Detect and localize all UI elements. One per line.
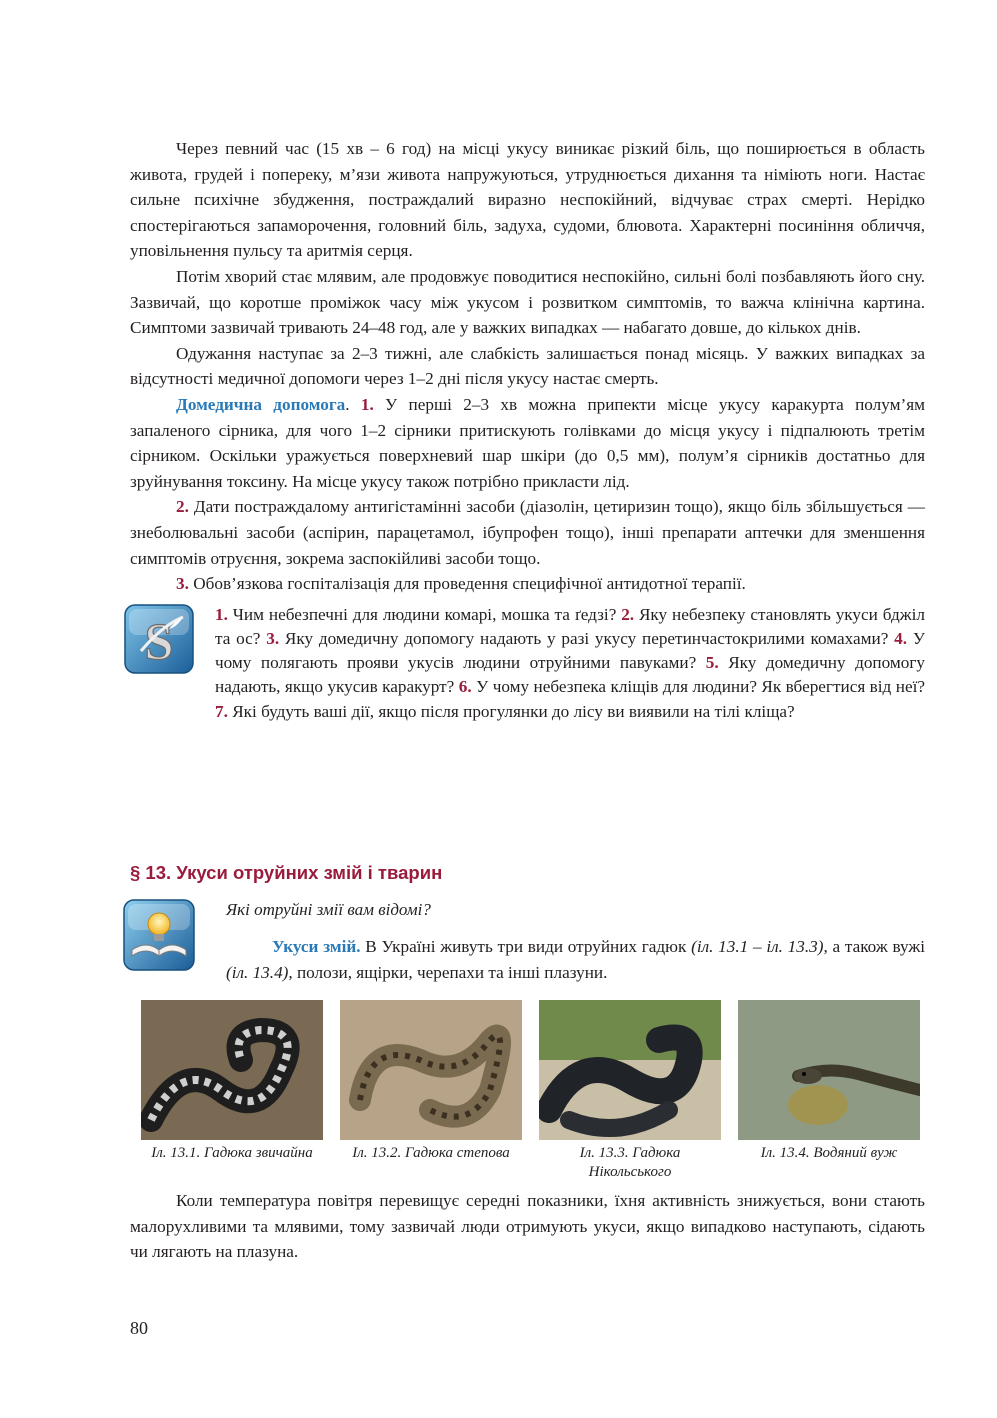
figure-row [141, 1000, 925, 1185]
section-s-icon [123, 603, 195, 675]
first-aid-step-1-text: У перші 2–3 хв можна припекти місце укусу каракурта полум’ям запаленого сірника, для чого 1–2 сірники притискують голівками до місця укусу і підпалюють третім сірником. Оскільки уражується поверхневий шар шкіри (до 0,5 мм), полум’я сірників достатньо для зруйнування токсину. На місце укусу також потрібно прикласти лід. [130, 394, 925, 491]
svg-text:S: S [144, 613, 174, 671]
question-1-num: 1. [215, 604, 228, 624]
intro-heading: Укуси змій. [272, 937, 361, 956]
lightbulb-book-icon [122, 898, 196, 972]
question-7-num: 7. [215, 701, 228, 721]
question-6-num: 6. [458, 677, 472, 697]
intro-text-a: В Україні живуть три види отруйних гадюк [360, 937, 692, 956]
question-1-text: Чим небезпечні для людини комарі, мошка та ґедзі? [227, 604, 622, 624]
paragraph-first-aid [130, 392, 925, 494]
after-figures-text-block [130, 1188, 925, 1265]
first-aid-step-2-text: Дати постраждалому антигістамінні засоби (діазолін, цетиризин тощо), якщо біль збільшується — знеболювальні засоби (аспірин, парацетамол, ібупрофен тощо), інші препарати аптечки для зменшення симптомів отруєння, зокрема заспокійливі засоби тощо. [130, 497, 925, 568]
caption-13-1: Іл. 13.1. Гадюка звичайна [151, 1145, 313, 1161]
question-4-num: 4. [894, 628, 908, 648]
section-title: § 13. Укуси отруйних змій і тварин [130, 862, 443, 883]
question-3-num: 3. [266, 628, 280, 648]
question-6-text: У чому небезпека кліщів для людини? Як вберегтися від неї? [471, 677, 925, 697]
first-aid-step-3-num: 3. [176, 574, 189, 594]
question-2-text: Яку небезпеку становлять укуси бджіл та ос? [215, 604, 925, 648]
figure-steppe-viper [340, 1000, 522, 1163]
paragraph-first-aid-3 [130, 571, 925, 597]
paragraph-first-aid-2 [130, 494, 925, 571]
figure-common-adder [141, 1000, 323, 1163]
intro-paragraph [226, 934, 925, 985]
page-number: 80 [130, 1318, 148, 1338]
review-questions [130, 603, 925, 724]
intro-ref-1: (іл. 13.1 – іл. 13.3) [691, 937, 824, 956]
intro-question: Які отруйні змії вам відомі? [226, 900, 431, 919]
photo-nikolsky-viper [539, 1000, 721, 1140]
caption-13-2: Іл. 13.2. Гадюка степова [352, 1145, 510, 1161]
intro-text-c: , полози, ящірки, черепахи та інші плазуни. [288, 962, 608, 982]
caption-13-4: Іл. 13.4. Водяний вуж [760, 1145, 898, 1161]
figure-nikolsky-viper [539, 1000, 721, 1182]
figure-water-snake [738, 1000, 920, 1163]
paragraph-snake-activity: Коли температура повітря перевищує середні показники, їхня активність знижується, вони стають малорухливими та млявими, тому зазвичай люди отримують укуси, якщо випадково наступають, сідають чи лягають на плазуна. [130, 1191, 925, 1262]
page-body [130, 136, 925, 724]
first-aid-step-1-num: 1. [360, 394, 374, 414]
first-aid-step-3-text: Обов’язкова госпіталізація для проведення специфічної антидотної терапії. [188, 574, 746, 594]
photo-steppe-viper [340, 1000, 522, 1140]
first-aid-heading: Домедична допомога [176, 394, 346, 414]
paragraph-symptoms: Через певний час (15 хв – 6 год) на місці укусу виникає різкий біль, що поширюється в область живота, грудей і попереку, м’язи живота напружуються, утруднюється дихання та німіють ноги. Настає сильне психічне збудження, постраждалий виразно неспокійний, відчуває страх смерті. Нерідко спостерігаються запаморочення, головний біль, задуха, судоми, блювота. Характерні посиніння обличчя, уповільнення пульсу та аритмія серця. [130, 139, 925, 261]
photo-common-adder [141, 1000, 323, 1140]
question-5-text: Яку домедичну допомогу надають, якщо укусив каракурт? [215, 653, 926, 697]
question-4-text: У чому полягають прояви укусів людини отруйними павуками? [215, 628, 926, 673]
photo-water-snake [738, 1000, 920, 1140]
first-aid-dot: . [345, 394, 361, 414]
intro-ref-2: (іл. 13.4) [226, 962, 289, 982]
caption-13-3: Іл. 13.3. Гадюка Нікольського [579, 1145, 681, 1180]
question-7-text: Які будуть ваші дії, якщо після прогулянки до лісу ви виявили на тілі кліща? [227, 701, 795, 721]
question-2-num: 2. [621, 604, 635, 624]
intro-text-b: , а також вужі [823, 937, 926, 956]
first-aid-step-2-num: 2. [176, 497, 189, 517]
paragraph-course: Потім хворий стає млявим, але продовжує поводитися неспокійно, сильні болі позбавляють його сну. Зазвичай, що коротше проміжок часу між укусом і розвитком симптомів, то важча клінічна картина. Симптоми зазвичай тривають 24–48 год, але у важких випадках — набагато довше, до кількох днів. [130, 266, 925, 338]
question-3-text: Яку домедичну допомогу надають у разі укусу перетинчастокрилими комахами? [279, 628, 895, 648]
questions-text [215, 603, 925, 724]
paragraph-recovery: Одужання наступає за 2–3 тижні, але слабкість залишається понад місяць. У важких випадках за відсутності медичної допомоги через 1–2 дні після укусу настає смерть. [130, 343, 925, 389]
question-5-num: 5. [705, 653, 719, 673]
